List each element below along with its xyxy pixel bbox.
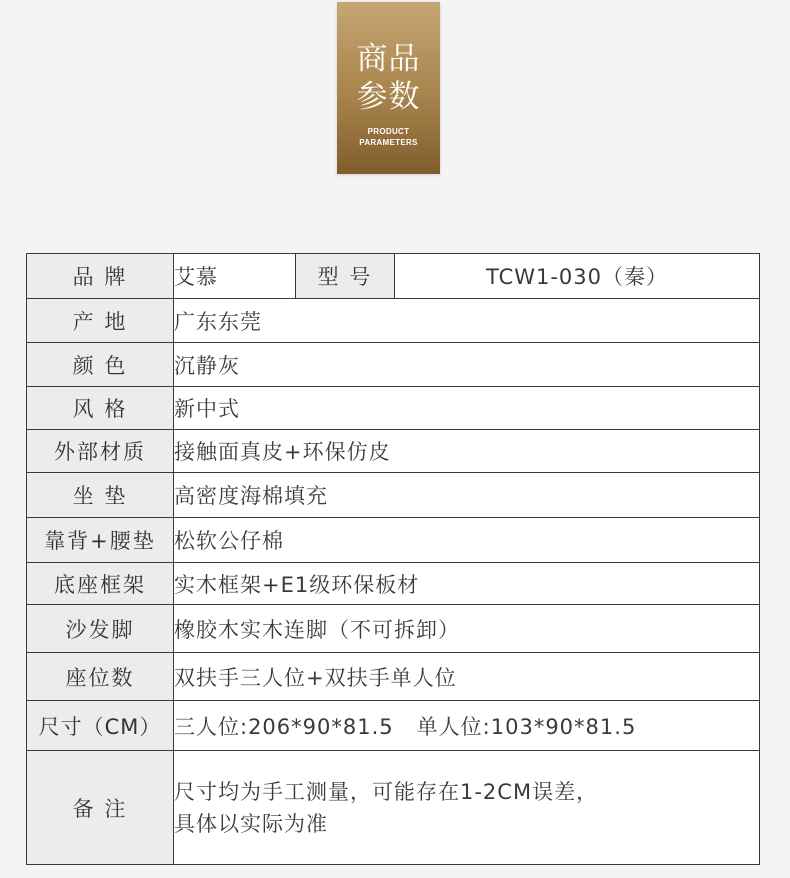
row-label-material: 外部材质 <box>27 430 174 473</box>
product-parameters-badge <box>337 2 440 174</box>
row-label-color: 颜 色 <box>27 343 174 387</box>
row-label-cushion: 坐 垫 <box>27 473 174 518</box>
row-value-color: 沉静灰 <box>174 343 760 387</box>
table-row <box>27 473 760 518</box>
note-line-1: 尺寸均为手工测量，可能存在1-2CM误差， <box>174 779 599 804</box>
row-value-cushion: 高密度海棉填充 <box>174 473 760 518</box>
row-value-backrest: 松软公仔棉 <box>174 518 760 563</box>
row-label-backrest: 靠背+腰垫 <box>27 518 174 563</box>
table-row <box>27 518 760 563</box>
row-label-style: 风 格 <box>27 387 174 430</box>
row-value-model: TCW1-030（秦） <box>395 254 760 299</box>
row-label-note: 备 注 <box>27 751 174 865</box>
row-value-seats: 双扶手三人位+双扶手单人位 <box>174 653 760 701</box>
row-label-origin: 产 地 <box>27 299 174 343</box>
row-value-legs: 橡胶木实木连脚（不可拆卸） <box>174 605 760 653</box>
badge-title-line1: 商品 <box>356 41 421 77</box>
row-value-frame: 实木框架+E1级环保板材 <box>174 563 760 605</box>
table-row <box>27 701 760 751</box>
row-label-seats: 座位数 <box>27 653 174 701</box>
parameters-table <box>26 253 760 865</box>
row-value-style: 新中式 <box>174 387 760 430</box>
table-row <box>27 605 760 653</box>
row-value-note <box>174 751 760 865</box>
badge-title-line2: 参数 <box>356 79 421 115</box>
row-label-model: 型 号 <box>296 254 395 299</box>
badge-subtitle-line2: PARAMETERS <box>359 138 418 147</box>
table-row <box>27 751 760 865</box>
badge-subtitle <box>359 126 417 148</box>
row-label-brand: 品 牌 <box>27 254 174 299</box>
row-label-frame: 底座框架 <box>27 563 174 605</box>
table-row <box>27 653 760 701</box>
note-line-2: 具体以实际为准 <box>174 811 328 836</box>
table-row <box>27 254 760 299</box>
table-row <box>27 387 760 430</box>
table-row <box>27 563 760 605</box>
row-value-dimensions: 三人位:206*90*81.5 单人位:103*90*81.5 <box>174 701 760 751</box>
row-value-brand: 艾慕 <box>174 254 296 299</box>
table-row <box>27 343 760 387</box>
row-value-material: 接触面真皮+环保仿皮 <box>174 430 760 473</box>
row-label-dimensions: 尺寸（CM） <box>27 701 174 751</box>
table-row <box>27 299 760 343</box>
row-label-legs: 沙发脚 <box>27 605 174 653</box>
table-row <box>27 430 760 473</box>
badge-subtitle-line1: PRODUCT <box>367 127 410 136</box>
row-value-origin: 广东东莞 <box>174 299 760 343</box>
